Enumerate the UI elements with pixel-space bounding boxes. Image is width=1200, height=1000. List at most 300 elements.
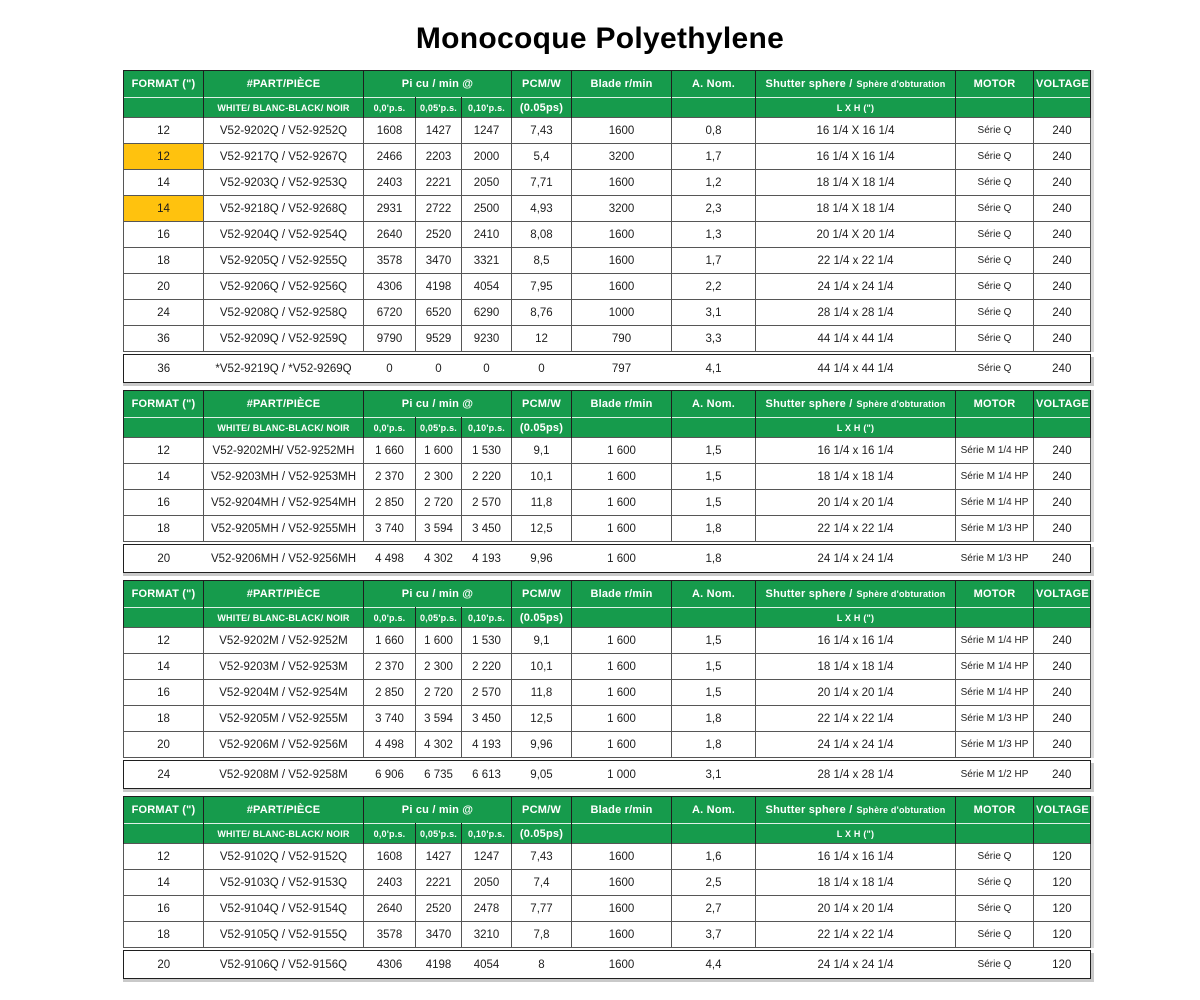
spec-table-main [123,390,1091,542]
cell-format: 14 [124,196,204,222]
cell-blade: 797 [572,355,672,383]
header-picu: Pi cu / min @ [364,581,512,608]
cell-format: 20 [124,732,204,758]
header-motor: MOTOR [956,391,1034,418]
table-row [124,922,1091,948]
cell-cfm-1: 6520 [416,300,462,326]
subheader-picu-2: 0,10'p.s. [462,824,512,844]
cell-cfm-2: 3321 [462,248,512,274]
cell-part: V52-9217Q / V52-9267Q [204,144,364,170]
cell-shutter: 16 1/4 x 16 1/4 [756,844,956,870]
table-body [124,118,1091,352]
subheader-anom-blank [672,824,756,844]
cell-shutter: 16 1/4 x 16 1/4 [756,628,956,654]
spec-table-serie-mh-240 [123,390,1090,573]
header-shutter-en: Shutter sphere / [765,588,853,600]
cell-cfm-1: 4 302 [416,545,462,573]
cell-pcmw: 9,96 [512,732,572,758]
cell-anom: 4,4 [672,951,756,979]
cell-cfm-1: 3470 [416,248,462,274]
header-shutter-fr: Sphère d'obturation [856,805,946,815]
cell-anom: 1,5 [672,464,756,490]
cell-cfm-1: 4198 [416,951,462,979]
subheader-row [124,98,1091,118]
header-format: FORMAT (") [124,391,204,418]
header-part: #PART/PIÈCE [204,581,364,608]
spec-table-main [123,580,1091,758]
spec-table-lastrow [123,544,1091,573]
header-shutter [756,581,956,608]
cell-blade: 1 000 [572,761,672,789]
table-row [124,170,1091,196]
cell-anom: 1,8 [672,732,756,758]
cell-motor: Série Q [956,170,1034,196]
cell-cfm-0: 6720 [364,300,416,326]
cell-anom: 1,5 [672,654,756,680]
cell-pcmw: 12 [512,326,572,352]
cell-pcmw: 8,5 [512,248,572,274]
cell-part: V52-9204M / V52-9254M [204,680,364,706]
spec-table-lastrow [123,354,1091,383]
cell-anom: 1,3 [672,222,756,248]
cell-voltage: 240 [1034,196,1091,222]
cell-voltage: 120 [1034,922,1091,948]
cell-blade: 1600 [572,248,672,274]
cell-part: V52-9206MH / V52-9256MH [204,545,364,573]
cell-anom: 1,8 [672,545,756,573]
cell-cfm-0: 4 498 [364,545,416,573]
cell-blade: 1600 [572,274,672,300]
cell-cfm-1: 2221 [416,170,462,196]
cell-part: V52-9103Q / V52-9153Q [204,870,364,896]
cell-blade: 1 600 [572,654,672,680]
cell-cfm-1: 2203 [416,144,462,170]
cell-shutter: 20 1/4 x 20 1/4 [756,680,956,706]
subheader-picu-2: 0,10'p.s. [462,418,512,438]
cell-motor: Série M 1/4 HP [956,654,1034,680]
cell-cfm-2: 4054 [462,274,512,300]
header-blade: Blade r/min [572,391,672,418]
cell-cfm-1: 1 600 [416,628,462,654]
header-picu: Pi cu / min @ [364,391,512,418]
subheader-motor-blank [956,98,1034,118]
cell-blade: 1 600 [572,464,672,490]
cell-cfm-1: 2520 [416,222,462,248]
subheader-voltage-blank [1034,418,1091,438]
cell-cfm-0: 1 660 [364,628,416,654]
subheader-row [124,418,1091,438]
table-body [124,438,1091,542]
cell-shutter: 24 1/4 x 24 1/4 [756,951,956,979]
cell-blade: 3200 [572,144,672,170]
cell-format: 18 [124,922,204,948]
cell-cfm-2: 2500 [462,196,512,222]
cell-part: V52-9203M / V52-9253M [204,654,364,680]
cell-blade: 1 600 [572,732,672,758]
cell-cfm-0: 4306 [364,951,416,979]
cell-cfm-0: 1608 [364,118,416,144]
cell-voltage: 120 [1034,896,1091,922]
subheader-picu-0: 0,0'p.s. [364,418,416,438]
cell-motor: Série M 1/3 HP [956,706,1034,732]
cell-cfm-0: 2931 [364,196,416,222]
cell-cfm-0: 2 850 [364,490,416,516]
cell-cfm-1: 2 720 [416,680,462,706]
cell-motor: Série Q [956,118,1034,144]
table-body-last [124,545,1091,573]
subheader-picu-1: 0,05'p.s. [416,824,462,844]
header-shutter-fr: Sphère d'obturation [856,79,946,89]
cell-blade: 1 600 [572,706,672,732]
cell-cfm-1: 2 720 [416,490,462,516]
header-shutter-fr: Sphère d'obturation [856,589,946,599]
cell-cfm-0: 2466 [364,144,416,170]
cell-motor: Série M 1/3 HP [956,545,1034,573]
cell-pcmw: 7,43 [512,844,572,870]
cell-shutter: 18 1/4 x 18 1/4 [756,654,956,680]
cell-cfm-1: 4 302 [416,732,462,758]
cell-part: V52-9205Q / V52-9255Q [204,248,364,274]
cell-cfm-2: 1247 [462,844,512,870]
cell-cfm-2: 2 570 [462,490,512,516]
cell-part: V52-9102Q / V52-9152Q [204,844,364,870]
header-shutter [756,71,956,98]
cell-anom: 1,2 [672,170,756,196]
cell-cfm-1: 2520 [416,896,462,922]
table-row [124,222,1091,248]
header-picu: Pi cu / min @ [364,797,512,824]
cell-blade: 1600 [572,170,672,196]
cell-pcmw: 10,1 [512,654,572,680]
cell-pcmw: 8 [512,951,572,979]
cell-pcmw: 12,5 [512,516,572,542]
cell-anom: 1,6 [672,844,756,870]
subheader-format-blank [124,98,204,118]
spec-table-serie-q-120 [123,796,1090,979]
cell-pcmw: 5,4 [512,144,572,170]
cell-anom: 3,1 [672,300,756,326]
cell-cfm-0: 2640 [364,222,416,248]
subheader-picu-2: 0,10'p.s. [462,608,512,628]
tables-wrap [123,70,1090,986]
cell-blade: 1600 [572,844,672,870]
subheader-blade-blank [572,608,672,628]
cell-part: V52-9205MH / V52-9255MH [204,516,364,542]
cell-shutter: 24 1/4 x 24 1/4 [756,545,956,573]
cell-voltage: 240 [1034,326,1091,352]
cell-anom: 3,3 [672,326,756,352]
cell-cfm-2: 6 613 [462,761,512,789]
cell-blade: 1000 [572,300,672,326]
table-row [124,438,1091,464]
cell-shutter: 22 1/4 x 22 1/4 [756,922,956,948]
cell-cfm-2: 2050 [462,170,512,196]
cell-shutter: 18 1/4 X 18 1/4 [756,196,956,222]
cell-format: 12 [124,144,204,170]
cell-anom: 1,8 [672,516,756,542]
cell-voltage: 240 [1034,170,1091,196]
cell-cfm-2: 1247 [462,118,512,144]
header-part: #PART/PIÈCE [204,391,364,418]
cell-anom: 4,1 [672,355,756,383]
cell-anom: 3,1 [672,761,756,789]
header-pcmw: PCM/W [512,581,572,608]
cell-format: 36 [124,355,204,383]
header-anom: A. Nom. [672,797,756,824]
table-row [124,654,1091,680]
cell-pcmw: 10,1 [512,464,572,490]
cell-cfm-2: 3 450 [462,706,512,732]
cell-blade: 1 600 [572,490,672,516]
cell-cfm-0: 2403 [364,870,416,896]
cell-shutter: 44 1/4 x 44 1/4 [756,326,956,352]
subheader-blade-blank [572,824,672,844]
header-anom: A. Nom. [672,581,756,608]
cell-anom: 2,3 [672,196,756,222]
cell-part: V52-9206M / V52-9256M [204,732,364,758]
table-row [124,545,1091,573]
cell-motor: Série M 1/4 HP [956,490,1034,516]
table-row [124,680,1091,706]
cell-voltage: 120 [1034,951,1091,979]
cell-cfm-2: 6290 [462,300,512,326]
cell-cfm-0: 3578 [364,248,416,274]
cell-cfm-1: 9529 [416,326,462,352]
cell-cfm-1: 0 [416,355,462,383]
cell-format: 36 [124,326,204,352]
spec-table-serie-m-240 [123,580,1090,789]
cell-cfm-2: 4054 [462,951,512,979]
cell-motor: Série Q [956,248,1034,274]
cell-part: V52-9204Q / V52-9254Q [204,222,364,248]
subheader-shutter: L X H (") [756,824,956,844]
cell-shutter: 20 1/4 x 20 1/4 [756,896,956,922]
subheader-picu-1: 0,05'p.s. [416,418,462,438]
cell-anom: 3,7 [672,922,756,948]
header-shutter-en: Shutter sphere / [765,804,853,816]
header-shutter-en: Shutter sphere / [765,398,853,410]
cell-cfm-1: 3 594 [416,706,462,732]
cell-cfm-2: 2410 [462,222,512,248]
cell-shutter: 24 1/4 x 24 1/4 [756,732,956,758]
cell-part: V52-9203Q / V52-9253Q [204,170,364,196]
table-row [124,464,1091,490]
cell-motor: Série Q [956,222,1034,248]
cell-pcmw: 0 [512,355,572,383]
cell-cfm-2: 2000 [462,144,512,170]
cell-format: 12 [124,628,204,654]
cell-shutter: 18 1/4 x 18 1/4 [756,870,956,896]
cell-voltage: 240 [1034,464,1091,490]
cell-cfm-2: 2 570 [462,680,512,706]
cell-cfm-2: 9230 [462,326,512,352]
cell-part: V52-9208M / V52-9258M [204,761,364,789]
table-row [124,951,1091,979]
cell-pcmw: 7,71 [512,170,572,196]
table-row [124,844,1091,870]
cell-voltage: 240 [1034,680,1091,706]
cell-cfm-0: 2403 [364,170,416,196]
cell-cfm-0: 2 370 [364,654,416,680]
subheader-picu-0: 0,0'p.s. [364,98,416,118]
cell-cfm-2: 2478 [462,896,512,922]
subheader-format-blank [124,824,204,844]
table-body-last [124,951,1091,979]
table-row [124,706,1091,732]
table-row [124,732,1091,758]
header-anom: A. Nom. [672,391,756,418]
cell-format: 16 [124,896,204,922]
cell-voltage: 240 [1034,222,1091,248]
cell-shutter: 22 1/4 x 22 1/4 [756,248,956,274]
cell-blade: 790 [572,326,672,352]
subheader-blade-blank [572,418,672,438]
cell-format: 18 [124,248,204,274]
subheader-anom-blank [672,418,756,438]
cell-blade: 1600 [572,896,672,922]
header-blade: Blade r/min [572,581,672,608]
header-format: FORMAT (") [124,797,204,824]
cell-voltage: 240 [1034,706,1091,732]
table-row [124,870,1091,896]
cell-cfm-0: 0 [364,355,416,383]
header-shutter-en: Shutter sphere / [765,78,853,90]
header-row [124,391,1091,418]
table-body-last [124,355,1091,383]
cell-part: V52-9104Q / V52-9154Q [204,896,364,922]
header-row [124,71,1091,98]
cell-voltage: 240 [1034,144,1091,170]
cell-motor: Série Q [956,896,1034,922]
cell-shutter: 16 1/4 X 16 1/4 [756,118,956,144]
cell-part: V52-9105Q / V52-9155Q [204,922,364,948]
cell-cfm-0: 6 906 [364,761,416,789]
cell-cfm-1: 1427 [416,118,462,144]
cell-part: *V52-9219Q / *V52-9269Q [204,355,364,383]
table-row [124,196,1091,222]
spec-table-lastrow [123,950,1091,979]
cell-cfm-0: 2640 [364,896,416,922]
cell-cfm-2: 4 193 [462,545,512,573]
cell-anom: 2,5 [672,870,756,896]
cell-pcmw: 7,77 [512,896,572,922]
cell-shutter: 16 1/4 x 16 1/4 [756,438,956,464]
subheader-shutter: L X H (") [756,418,956,438]
subheader-picu-0: 0,0'p.s. [364,608,416,628]
header-shutter [756,797,956,824]
spec-table-main [123,70,1091,352]
cell-cfm-2: 3 450 [462,516,512,542]
cell-voltage: 240 [1034,654,1091,680]
cell-shutter: 44 1/4 x 44 1/4 [756,355,956,383]
header-format: FORMAT (") [124,581,204,608]
header-row [124,581,1091,608]
header-voltage: VOLTAGE [1034,71,1091,98]
cell-shutter: 28 1/4 x 28 1/4 [756,300,956,326]
header-pcmw: PCM/W [512,71,572,98]
cell-motor: Série M 1/4 HP [956,628,1034,654]
cell-cfm-1: 2722 [416,196,462,222]
cell-part: V52-9202M / V52-9252M [204,628,364,654]
cell-part: V52-9202MH/ V52-9252MH [204,438,364,464]
cell-part: V52-9206Q / V52-9256Q [204,274,364,300]
cell-shutter: 16 1/4 X 16 1/4 [756,144,956,170]
cell-anom: 1,5 [672,628,756,654]
table-row [124,490,1091,516]
cell-part: V52-9106Q / V52-9156Q [204,951,364,979]
cell-pcmw: 4,93 [512,196,572,222]
cell-cfm-0: 1 660 [364,438,416,464]
header-picu: Pi cu / min @ [364,71,512,98]
header-shutter-fr: Sphère d'obturation [856,399,946,409]
cell-voltage: 240 [1034,438,1091,464]
cell-cfm-0: 1608 [364,844,416,870]
cell-shutter: 22 1/4 x 22 1/4 [756,516,956,542]
table-row [124,628,1091,654]
cell-cfm-1: 1 600 [416,438,462,464]
cell-format: 16 [124,490,204,516]
subheader-format-blank [124,608,204,628]
cell-shutter: 18 1/4 x 18 1/4 [756,464,956,490]
cell-anom: 1,5 [672,680,756,706]
cell-cfm-2: 1 530 [462,438,512,464]
cell-motor: Série Q [956,196,1034,222]
cell-voltage: 240 [1034,274,1091,300]
header-voltage: VOLTAGE [1034,581,1091,608]
cell-shutter: 24 1/4 x 24 1/4 [756,274,956,300]
cell-anom: 1,7 [672,248,756,274]
subheader-voltage-blank [1034,98,1091,118]
cell-voltage: 240 [1034,732,1091,758]
cell-part: V52-9202Q / V52-9252Q [204,118,364,144]
cell-shutter: 18 1/4 X 18 1/4 [756,170,956,196]
cell-pcmw: 11,8 [512,490,572,516]
table-row [124,300,1091,326]
subheader-voltage-blank [1034,608,1091,628]
cell-blade: 1600 [572,222,672,248]
cell-blade: 1 600 [572,545,672,573]
table-body [124,628,1091,758]
cell-part: V52-9204MH / V52-9254MH [204,490,364,516]
header-shutter [756,391,956,418]
cell-format: 12 [124,118,204,144]
subheader-part: WHITE/ BLANC-BLACK/ NOIR [204,824,364,844]
header-motor: MOTOR [956,71,1034,98]
cell-anom: 2,7 [672,896,756,922]
cell-blade: 1600 [572,870,672,896]
cell-cfm-0: 4 498 [364,732,416,758]
cell-cfm-1: 3 594 [416,516,462,542]
cell-blade: 1600 [572,951,672,979]
cell-blade: 1 600 [572,680,672,706]
cell-part: V52-9209Q / V52-9259Q [204,326,364,352]
table-row [124,274,1091,300]
header-motor: MOTOR [956,581,1034,608]
subheader-motor-blank [956,608,1034,628]
table-header [124,797,1091,844]
table-header [124,581,1091,628]
cell-cfm-0: 3 740 [364,516,416,542]
subheader-shutter: L X H (") [756,608,956,628]
subheader-row [124,824,1091,844]
spec-table-lastrow [123,760,1091,789]
cell-voltage: 240 [1034,248,1091,274]
cell-motor: Série Q [956,870,1034,896]
header-part: #PART/PIÈCE [204,797,364,824]
subheader-part: WHITE/ BLANC-BLACK/ NOIR [204,98,364,118]
cell-cfm-2: 2050 [462,870,512,896]
cell-format: 12 [124,438,204,464]
